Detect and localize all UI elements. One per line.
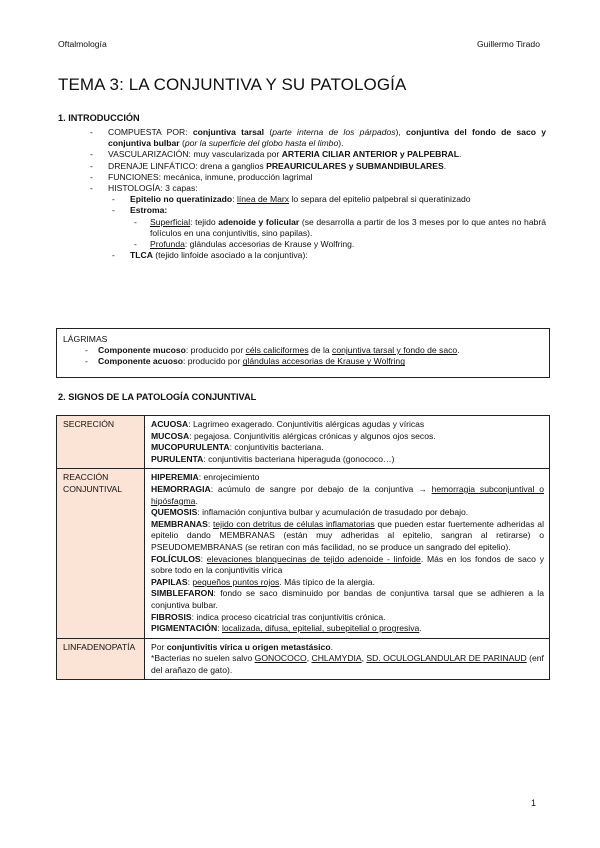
- section-heading-introduccion: 1. INTRODUCCIÓN: [58, 113, 140, 123]
- table-row-reaccion: [57, 469, 550, 638]
- list-item-profunda: - Profunda: glándulas accesorias de Krause y Wolfring.: [134, 239, 355, 250]
- signos-table: [56, 415, 550, 680]
- section-heading-signos: 2. SIGNOS DE LA PATOLOGÍA CONJUNTIVAL: [58, 392, 257, 402]
- row-label-secrecion: SECRECIÓN: [57, 416, 145, 469]
- page-title: TEMA 3: LA CONJUNTIVA Y SU PATOLOGÍA: [58, 75, 407, 94]
- list-item-superficial: - Superficial: tejido adenoide y folicular (se desarrolla a partir de los 3 meses por lo que antes no habrá folículos en una conjuntivitis, sino papilas).: [134, 216, 546, 238]
- list-item-drenaje: - DRENAJE LINFÁTICO: drena a ganglios PREAURICULARES y SUBMANDIBULARES.: [90, 160, 447, 171]
- lagrimas-label: LÁGRIMAS: [63, 334, 108, 344]
- lagrimas-box: [56, 328, 550, 378]
- list-item-funciones: - FUNCIONES: mecánica, inmune, producción lagrimal: [90, 171, 313, 182]
- table-row-linfadenopatia: [57, 638, 550, 680]
- list-item-tlca: - TLCA (tejido linfoide asociado a la conjuntiva):: [112, 250, 308, 261]
- header-author: Guillermo Tirado: [476, 39, 540, 49]
- row-label-reaccion: REACCIÓN CONJUNTIVAL: [57, 469, 145, 638]
- list-item-componente-acuoso: - Componente acuoso: producido por glándulas accesorias de Krause y Wolfring: [85, 356, 405, 367]
- table-row-secrecion: [57, 416, 550, 469]
- row-content-linfadenopatia: Por conjuntivitis vírica u origen metastásico. *Bacterias no suelen salvo GONOCOCO, CHLAMYDIA, SD. OCULOGLANDULAR DE PARINAUD (enf del arañazo de gato).: [145, 638, 550, 680]
- bullet-dash: -: [90, 127, 93, 137]
- row-content-reaccion: HIPEREMIA: enrojecimiento HEMORRAGIA: acúmulo de sangre por debajo de la conjuntiva → hemorragia subconjuntival o hipósfagma. QUEMOSIS: inflamación conjuntiva bulbar y acumulación de trasudado por debajo. MEMBRANAS: tejido con detritus de células inflamatorias que pueden estar fuertemente adheridas al epitelio dando MEMBRANAS (están muy adheridas al epitelio, sangran al retirarse) o PSEUDOMEMBRANAS (se retiran con más facilidad, no se produce un sangrado del epitelio). FOLÍCULOS: elevaciones blanquecinas de tejido adenoide - linfoide. Más en los fondos de saco y sobre todo en la conjuntivitis vírica PAPILAS: pequeños puntos rojos. Más típico de la alergia. SIMBLEFARON: fondo se saco disminuido por bandas de conjuntiva tarsal que se adhieren a la conjuntiva bulbar. FIBROSIS: indica proceso cicatricial tras conjuntivitis crónica. PIGMENTACIÓN: localizada, difusa, epitelial, subepitelial o progresiva.: [145, 469, 550, 638]
- list-item-estroma: - Estroma:: [112, 205, 168, 216]
- list-item-compuesta: - COMPUESTA POR: conjuntiva tarsal (parte interna de los párpados), conjuntiva del fondo de saco y conjuntiva bulbar (por la superficie del globo hasta el limbo).: [90, 127, 547, 149]
- row-content-secrecion: ACUOSA: Lagrimeo exagerado. Conjuntivitis alérgicas agudas y víricas MUCOSA: pegajosa. Conjuntivitis alérgicas crónicas y algunos ojos secos. MUCOPURULENTA: conjuntivitis bacteriana. PURULENTA: conjuntivitis bacteriana hiperaguda (gonococo…): [145, 416, 550, 469]
- list-item-componente-mucoso: - Componente mucoso: producido por céls caliciformes de la conjuntiva tarsal y fondo de saco.: [85, 345, 460, 356]
- page-number: 1: [531, 798, 537, 808]
- estroma-sublist: [134, 217, 546, 251]
- row-label-linfadenopatia: LINFADENOPATÍA: [57, 638, 145, 680]
- histologia-sublist: [112, 194, 546, 261]
- list-item-vascularizacion: - VASCULARIZACIÓN: muy vascularizada por ARTERIA CILIAR ANTERIOR y PALPEBRAL.: [90, 149, 462, 160]
- list-item-histologia: - HISTOLOGÍA: 3 capas:: [90, 183, 198, 194]
- intro-list: [90, 127, 546, 261]
- list-item-epitelio: - Epitelio no queratinizado: línea de Marx lo separa del epitelio palpebral si queratinizado: [112, 194, 471, 205]
- header-subject: Oftalmología: [58, 39, 107, 49]
